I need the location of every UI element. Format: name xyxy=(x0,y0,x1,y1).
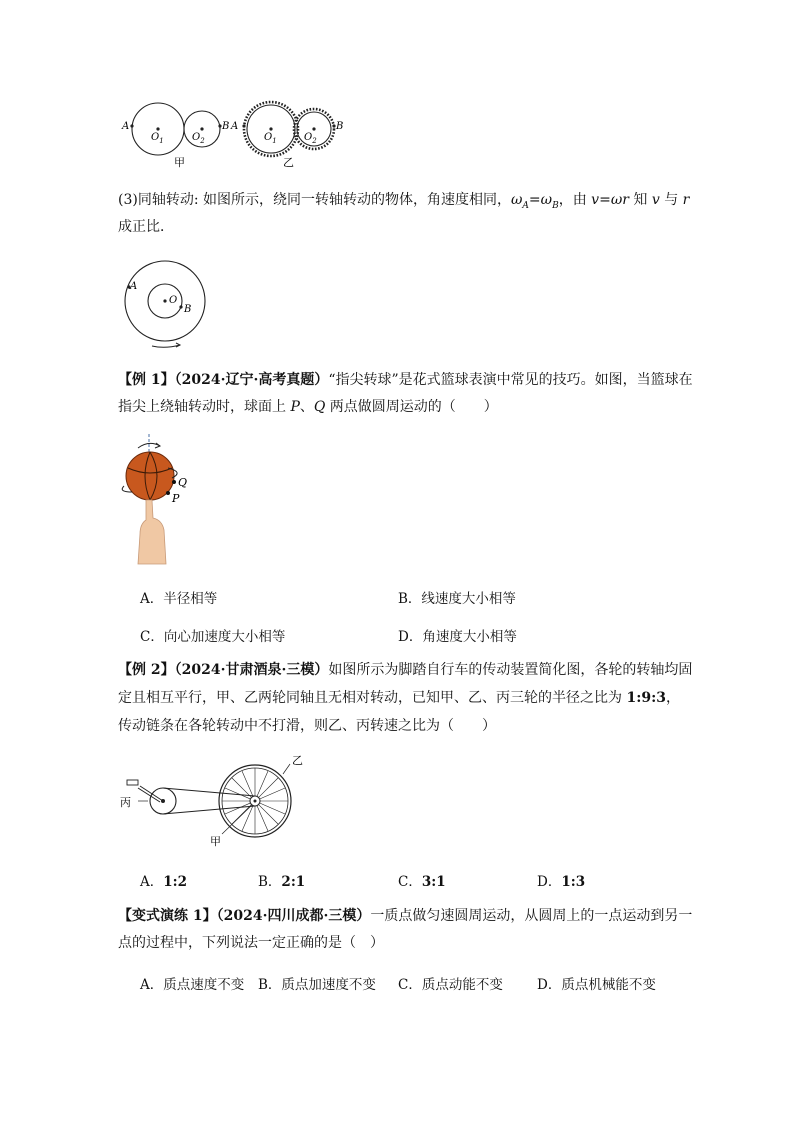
example1-option-a[interactable]: A．半径相等 xyxy=(140,591,218,607)
bicycle-figure xyxy=(118,752,318,852)
practice1-line1: 【变式演练 1】（2024·四川成都·三模）一质点做匀速圆周运动，从圆周上的一点运动到另一 xyxy=(118,908,693,924)
practice1-line2: 点的过程中，下列说法一定正确的是（ ） xyxy=(118,935,384,951)
label-O: O xyxy=(169,295,178,306)
example1-option-d[interactable]: D．角速度大小相等 xyxy=(398,629,517,645)
label-A: A xyxy=(130,281,138,292)
coaxial-figure xyxy=(118,254,218,354)
example2-option-b[interactable]: B．2:1 xyxy=(258,874,306,890)
label-O1-yi: $O_1$ xyxy=(264,132,277,145)
label-O1-jia: $O_1$ xyxy=(151,132,164,145)
basketball-figure xyxy=(118,434,198,564)
practice1-option-c[interactable]: C．质点动能不变 xyxy=(398,977,503,993)
example1-option-b[interactable]: B．线速度大小相等 xyxy=(398,591,516,607)
hand xyxy=(138,500,166,564)
caption-jia: 甲 xyxy=(174,156,185,169)
label-A-jia: A xyxy=(122,121,130,132)
label-B: B xyxy=(184,304,192,315)
section3-line1: (3)同轴转动: 如图所示，绕同一转轴转动的物体，角速度相同，$\omega_A=\omega_B$，由 v=ωr 知 v 与 r xyxy=(118,192,690,211)
label-A-yi: A xyxy=(231,121,239,132)
example1-line1: 【例 1】（2024·辽宁·高考真题）“指尖转球”是花式篮球表演中常见的技巧。如图，当篮球在 xyxy=(118,372,693,388)
example2-line3: 传动链条在各轮转动中不打滑，则乙、丙转速之比为（ ） xyxy=(118,718,496,734)
label-bing: 丙 xyxy=(120,796,131,809)
label-yi: 乙 xyxy=(292,754,303,767)
example1-line2: 指尖上绕轴转动时，球面上 P、Q 两点做圆周运动的（ ） xyxy=(118,399,498,415)
example2-option-c[interactable]: C．3:1 xyxy=(398,874,446,890)
caption-yi: 乙 xyxy=(283,156,294,169)
example2-line1: 【例 2】（2024·甘肃酒泉·三模）如图所示为脚踏自行车的传动装置简化图，各轮的转轴均固 xyxy=(118,662,693,678)
practice1-option-a[interactable]: A．质点速度不变 xyxy=(140,977,245,993)
label-O2-yi: $O_2$ xyxy=(304,132,317,145)
rotation-arrow xyxy=(152,345,180,347)
label-B-yi: B xyxy=(336,121,344,132)
example2-option-a[interactable]: A．1:2 xyxy=(140,874,188,890)
example1-option-c[interactable]: C．向心加速度大小相等 xyxy=(140,629,286,645)
example2-line2: 定且相互平行，甲、乙两轮同轴且无相对转动，已知甲、乙、丙三轮的半径之比为 1:9:3， xyxy=(118,690,681,706)
practice1-option-b[interactable]: B．质点加速度不变 xyxy=(258,977,376,993)
label-Q: Q xyxy=(178,476,188,489)
practice1-option-d[interactable]: D．质点机械能不变 xyxy=(537,977,656,993)
section3-line2: 成正比． xyxy=(118,219,174,235)
example2-option-d[interactable]: D．1:3 xyxy=(537,874,586,890)
label-P: P xyxy=(172,492,180,505)
label-O2-jia: $O_2$ xyxy=(192,132,205,145)
label-B-jia: B xyxy=(222,121,230,132)
label-jia: 甲 xyxy=(210,835,221,848)
gear-figure xyxy=(118,96,478,171)
